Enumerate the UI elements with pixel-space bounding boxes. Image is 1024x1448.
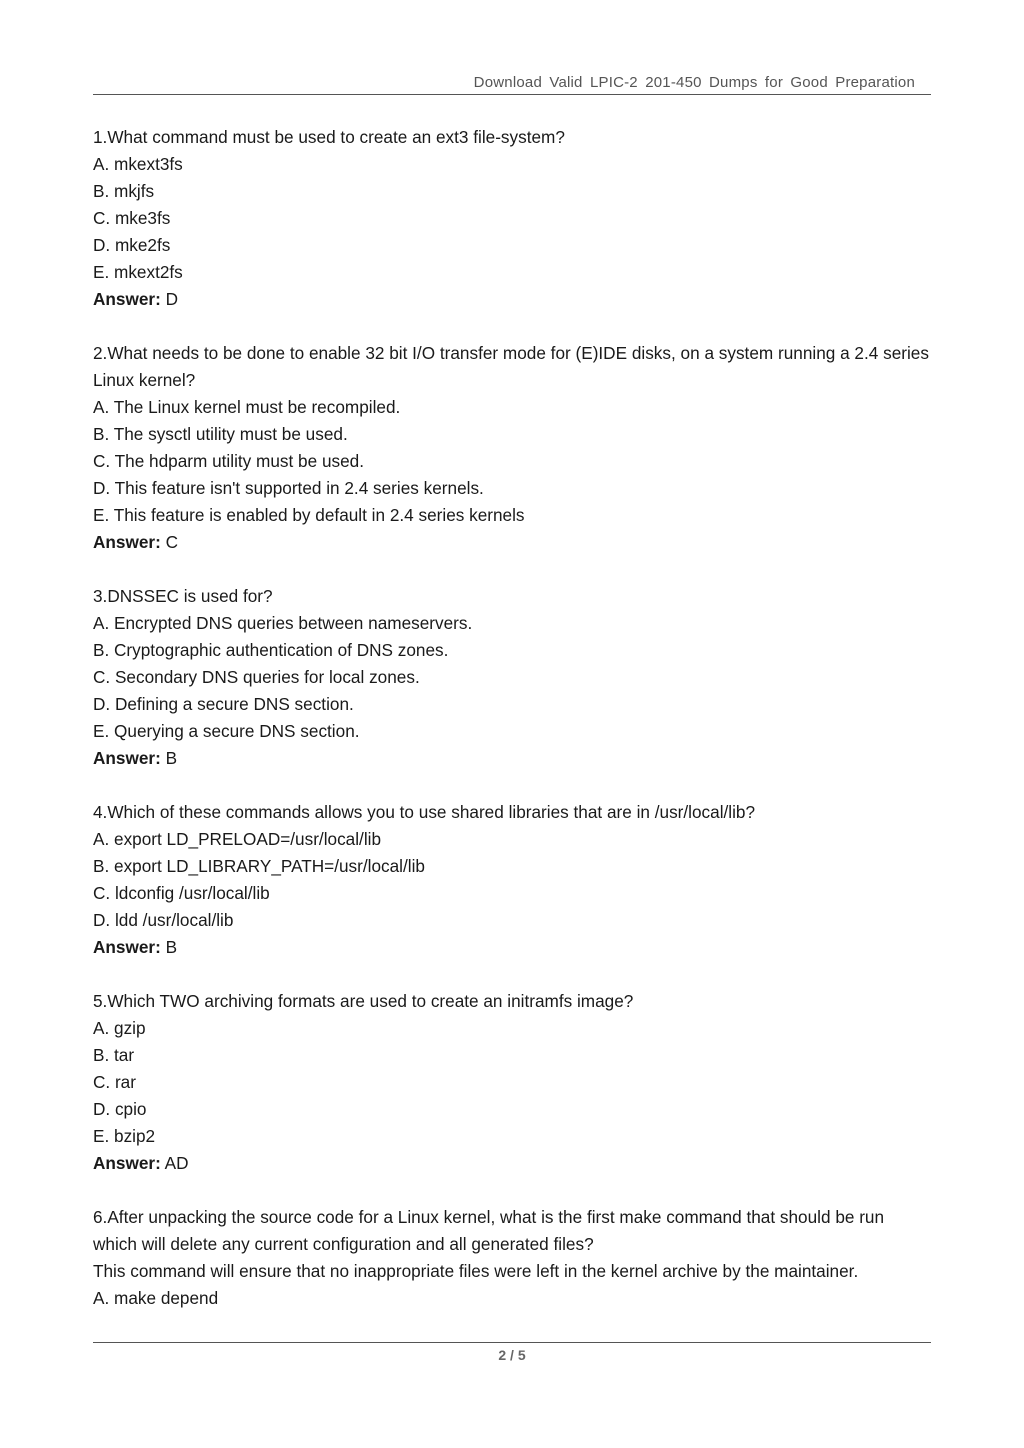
option-e: E. Querying a secure DNS section. — [93, 721, 360, 741]
question-list — [93, 124, 931, 1339]
page-header — [93, 68, 931, 95]
option-c: C. The hdparm utility must be used. — [93, 451, 364, 471]
option-e: E. bzip2 — [93, 1126, 156, 1146]
question-6 — [93, 1204, 931, 1312]
option-b: B. The sysctl utility must be used. — [93, 424, 348, 444]
question-3 — [93, 583, 931, 772]
question-text: 1.What command must be used to create an ext3 file-system? — [93, 127, 565, 147]
answer-label: Answer: — [93, 937, 161, 957]
question-4 — [93, 799, 931, 961]
option-e: E. mkext2fs — [93, 262, 183, 282]
question-text: 4.Which of these commands allows you to use shared libraries that are in /usr/local/lib? — [93, 802, 756, 822]
option-a: A. gzip — [93, 1018, 146, 1038]
answer-line — [93, 934, 931, 961]
answer-label: Answer: — [93, 289, 161, 309]
answer-value: B — [165, 748, 178, 768]
question-2 — [93, 340, 931, 556]
option-a: A. export LD_PRELOAD=/usr/local/lib — [93, 829, 382, 849]
option-b: B. tar — [93, 1045, 135, 1065]
question-text: 5.Which TWO archiving formats are used to create an initramfs image? — [93, 991, 634, 1011]
option-c: C. mke3fs — [93, 208, 171, 228]
answer-label: Answer: — [93, 1153, 161, 1173]
question-note: This command will ensure that no inappropriate files were left in the kernel archive by the maintainer. — [93, 1261, 859, 1281]
question-1 — [93, 124, 931, 313]
answer-value: C — [165, 532, 179, 552]
option-d: D. This feature isn't supported in 2.4 series kernels. — [93, 478, 484, 498]
answer-line — [93, 745, 931, 772]
page-footer — [93, 1342, 931, 1363]
option-b: B. export LD_LIBRARY_PATH=/usr/local/lib — [93, 856, 425, 876]
option-d: D. cpio — [93, 1099, 147, 1119]
page-number: 2 / 5 — [498, 1347, 526, 1363]
option-a: A. The Linux kernel must be recompiled. — [93, 397, 401, 417]
option-d: D. ldd /usr/local/lib — [93, 910, 234, 930]
question-text: 2.What needs to be done to enable 32 bit I/O transfer mode for (E)IDE disks, on a system running a 2.4 series Linux kernel? — [93, 343, 929, 390]
question-text: 6.After unpacking the source code for a Linux kernel, what is the first make command that should be run which will delete any current configuration and all generated files? — [93, 1207, 885, 1254]
option-c: C. rar — [93, 1072, 136, 1092]
question-text: 3.DNSSEC is used for? — [93, 586, 273, 606]
answer-value: B — [165, 937, 178, 957]
option-a: A. make depend — [93, 1288, 219, 1308]
question-5 — [93, 988, 931, 1177]
answer-label: Answer: — [93, 748, 161, 768]
header-text: Download Valid LPIC-2 201-450 Dumps for Good Preparation — [473, 74, 915, 91]
answer-line — [93, 529, 931, 556]
option-d: D. Defining a secure DNS section. — [93, 694, 354, 714]
answer-line — [93, 286, 931, 313]
answer-value: AD — [164, 1153, 189, 1173]
option-e: E. This feature is enabled by default in 2.4 series kernels — [93, 505, 525, 525]
option-a: A. mkext3fs — [93, 154, 183, 174]
answer-value: D — [165, 289, 179, 309]
option-c: C. ldconfig /usr/local/lib — [93, 883, 270, 903]
answer-line — [93, 1150, 931, 1177]
option-c: C. Secondary DNS queries for local zones. — [93, 667, 420, 687]
option-a: A. Encrypted DNS queries between nameservers. — [93, 613, 473, 633]
option-d: D. mke2fs — [93, 235, 171, 255]
option-b: B. Cryptographic authentication of DNS zones. — [93, 640, 449, 660]
answer-label: Answer: — [93, 532, 161, 552]
option-b: B. mkjfs — [93, 181, 155, 201]
